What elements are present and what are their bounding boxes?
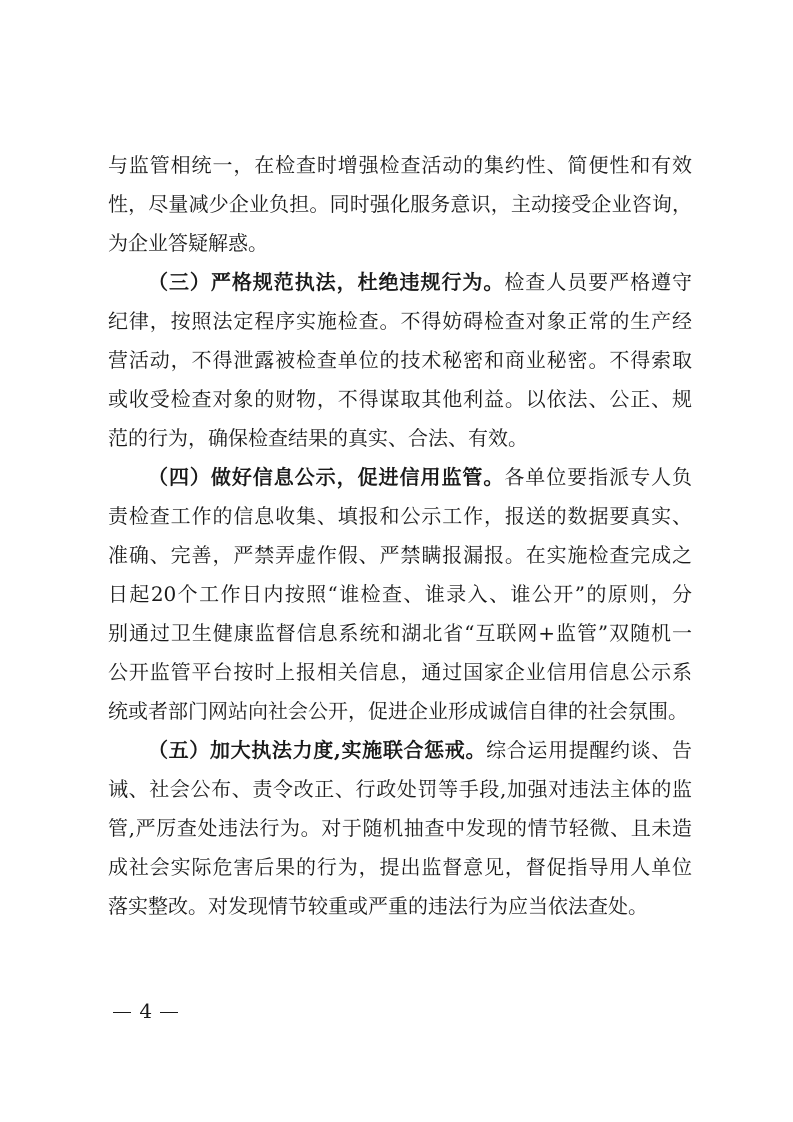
paragraph-section-5 <box>108 731 692 926</box>
text-line: 或收受检查对象的财物，不得谋取其他利益。以依法、公正、规 <box>108 387 692 411</box>
dash-right-icon <box>160 1012 178 1013</box>
section-heading: （五）加大执法力度,实施联合惩戒。 <box>148 738 487 762</box>
dash-left-icon <box>113 1012 131 1013</box>
text-line: 管,严厉查处违法行为。对于随机抽查中发现的情节轻微、且未造 <box>108 816 692 840</box>
text-line: 营活动，不得泄露被检查单位的技术秘密和商业秘密。不得索取 <box>108 348 692 372</box>
text-line: 日起20个工作日内按照“谁检查、谁录入、谁公开”的原则，分 <box>108 582 692 606</box>
text-line: 与监管相统一，在检查时增强检查活动的集约性、简便性和有效 <box>108 153 692 177</box>
paragraph-section-4 <box>108 458 692 731</box>
section-heading: （四）做好信息公示，促进信用监管。 <box>148 465 505 489</box>
text-run: 各单位要指派专人负 <box>504 465 693 489</box>
body-text <box>108 146 692 926</box>
page-number <box>111 998 180 1024</box>
text-line: 诫、社会公布、责令改正、行政处罚等手段,加强对违法主体的监 <box>108 777 692 801</box>
section-heading: （三）严格规范执法，杜绝违规行为。 <box>148 270 505 294</box>
text-run: 综合运用提醒约谈、告 <box>486 738 693 762</box>
text-line: 别通过卫生健康监督信息系统和湖北省“互联网+监管”双随机一 <box>108 621 692 645</box>
text-line: 公开监管平台按时上报相关信息，通过国家企业信用信息公示系 <box>108 660 692 684</box>
text-line: 准确、完善，严禁弄虚作假、严禁瞒报漏报。在实施检查完成之 <box>108 543 692 567</box>
page-number-value: 4 <box>139 999 153 1023</box>
text-run: 检查人员要严格遵守 <box>504 270 693 294</box>
text-line <box>108 263 692 302</box>
text-line <box>108 458 692 497</box>
text-line: 性，尽量减少企业负担。同时强化服务意识，主动接受企业咨询， <box>108 192 692 216</box>
text-line: 落实整改。对发现情节较重或严重的违法行为应当依法查处。 <box>108 894 648 918</box>
text-line <box>108 731 692 770</box>
text-line: 统或者部门网站向社会公开，促进企业形成诚信自律的社会氛围。 <box>108 699 688 723</box>
paragraph-section-3 <box>108 263 692 458</box>
text-line: 为企业答疑解惑。 <box>108 231 268 255</box>
paragraph-continuation <box>108 146 692 263</box>
text-line: 责检查工作的信息收集、填报和公示工作，报送的数据要真实、 <box>108 504 692 528</box>
text-line: 成社会实际危害后果的行为，提出监督意见，督促指导用人单位 <box>108 855 692 879</box>
text-line: 范的行为，确保检查结果的真实、合法、有效。 <box>108 426 528 450</box>
text-line: 纪律，按照法定程序实施检查。不得妨碍检查对象正常的生产经 <box>108 309 692 333</box>
